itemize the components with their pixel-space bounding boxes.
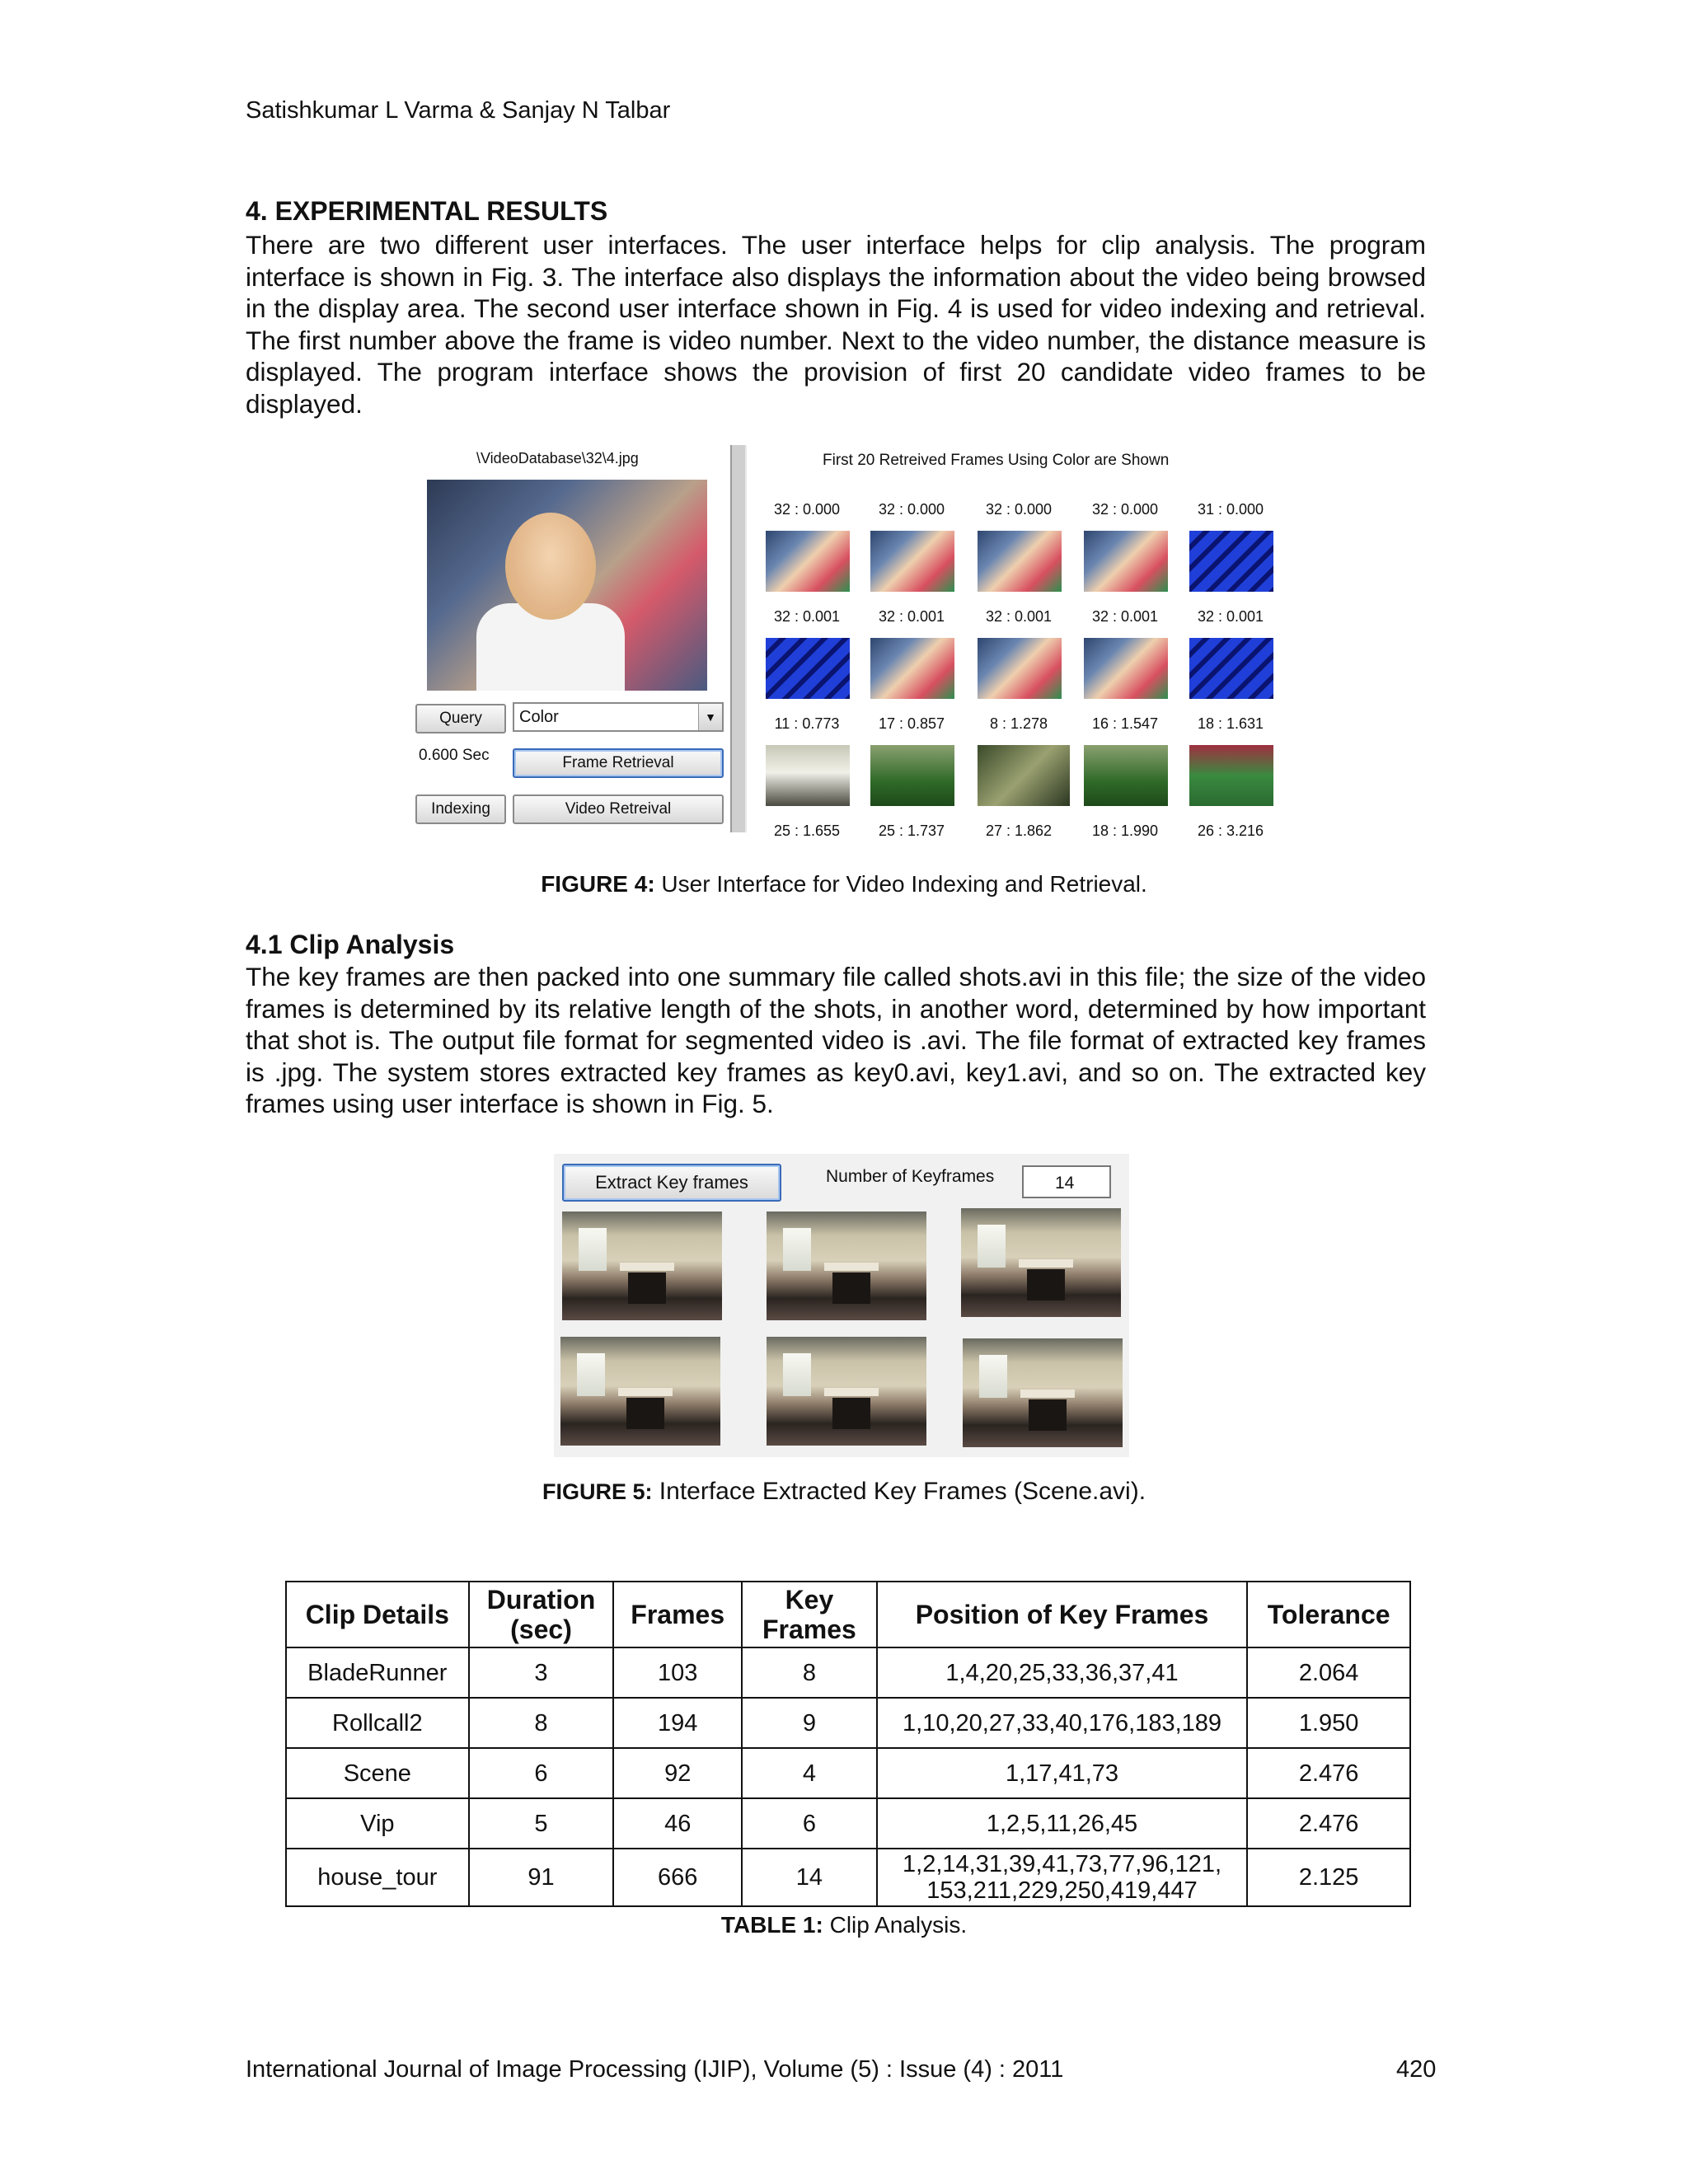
frame-label: 32 : 0.001	[985, 608, 1053, 625]
query-image	[427, 480, 707, 691]
chevron-down-icon[interactable]: ▼	[698, 704, 722, 730]
indexing-button[interactable]: Indexing	[415, 794, 506, 824]
frame-label: 32 : 0.001	[773, 608, 841, 625]
page-number: 420	[1396, 2056, 1437, 2083]
frame-label: 32 : 0.001	[1197, 608, 1264, 625]
caption-label: FIGURE 5:	[542, 1479, 653, 1504]
clip-analysis-table	[285, 1581, 1411, 1907]
key-frame[interactable]	[963, 1338, 1123, 1447]
journal-footer: International Journal of Image Processing (IJIP), Volume (5) : Issue (4) : 2011	[246, 2056, 1064, 2083]
retrieved-frame[interactable]	[766, 531, 850, 592]
retrieved-frame[interactable]	[870, 638, 954, 699]
table-cell: 2.476	[1247, 1798, 1410, 1849]
frame-label: 11 : 0.773	[774, 715, 840, 732]
frame-label: 25 : 1.737	[878, 823, 945, 839]
table-row	[286, 1748, 1410, 1798]
retrieved-frame[interactable]	[978, 638, 1062, 699]
table-cell: 5	[469, 1798, 614, 1849]
frame-retrieval-button[interactable]: Frame Retrieval	[513, 748, 724, 778]
table-cell: 103	[613, 1647, 742, 1698]
frame-label: 32 : 0.000	[1091, 501, 1159, 518]
retrieved-frame[interactable]	[1084, 638, 1168, 699]
table-cell: 2.125	[1247, 1849, 1410, 1906]
caption-label: FIGURE 4:	[541, 871, 655, 897]
table-row	[286, 1798, 1410, 1849]
table-cell: 14	[742, 1849, 877, 1906]
frame-label: 32 : 0.000	[878, 501, 945, 518]
section-title: 4. EXPERIMENTAL RESULTS	[246, 196, 608, 226]
frame-label: 32 : 0.000	[773, 501, 841, 518]
feature-select[interactable]	[513, 702, 724, 732]
table-cell: 2.476	[1247, 1748, 1410, 1798]
table-cell: Vip	[286, 1798, 469, 1849]
frame-label: 17 : 0.857	[878, 715, 945, 732]
table-cell: 4	[742, 1748, 877, 1798]
panel-divider[interactable]	[730, 445, 747, 832]
column-header: Position of Key Frames	[877, 1582, 1248, 1647]
column-header: Clip Details	[286, 1582, 469, 1647]
caption-text: Interface Extracted Key Frames (Scene.avi).	[652, 1478, 1146, 1505]
table-header-row	[286, 1582, 1410, 1647]
figure-5	[554, 1154, 1129, 1457]
table-cell: 8	[742, 1647, 877, 1698]
table-1-caption	[0, 1912, 1688, 1938]
subsection-title: 4.1 Clip Analysis	[246, 930, 455, 959]
retrieved-frame[interactable]	[1084, 745, 1168, 806]
retrieved-frame[interactable]	[766, 745, 850, 806]
table-row	[286, 1698, 1410, 1748]
keyframe-count-label: Number of Keyframes	[826, 1167, 995, 1186]
key-frame[interactable]	[560, 1337, 720, 1446]
body-paragraph: The key frames are then packed into one summary file called shots.avi in this file; the size of the video frames is determined by its relative length of the shots, in another word, determined by how important that shot is. The output file format for segmented video is .avi. The file format of extracted key frames is .jpg. The system stores extracted key frames as key0.avi, key1.avi, and so on. The extracted key frames using user interface is shown in Fig. 5.	[246, 962, 1426, 1118]
table-cell: 91	[469, 1849, 614, 1906]
figure-4-caption	[0, 871, 1688, 898]
column-header: Duration (sec)	[469, 1582, 614, 1647]
query-image-face	[505, 513, 596, 620]
key-frame[interactable]	[961, 1208, 1121, 1317]
key-frame[interactable]	[767, 1212, 926, 1320]
table-cell: Rollcall2	[286, 1698, 469, 1748]
retrieved-frame[interactable]	[978, 531, 1062, 592]
retrieved-frame[interactable]	[870, 745, 954, 806]
table-cell: 8	[469, 1698, 614, 1748]
table-cell: 2.064	[1247, 1647, 1410, 1698]
table-row	[286, 1849, 1410, 1906]
table-cell: house_tour	[286, 1849, 469, 1906]
table-cell: 3	[469, 1647, 614, 1698]
caption-label: TABLE 1:	[720, 1912, 823, 1938]
table-cell: 1,2,14,31,39,41,73,77,96,121, 153,211,229,250,419,447	[877, 1849, 1248, 1906]
table-cell: 1,4,20,25,33,36,37,41	[877, 1647, 1248, 1698]
frame-label: 26 : 3.216	[1197, 823, 1264, 839]
figure-4	[402, 445, 1276, 841]
retrieved-frame[interactable]	[766, 638, 850, 699]
frame-label: 31 : 0.000	[1197, 501, 1264, 518]
table-cell: Scene	[286, 1748, 469, 1798]
retrieved-frame[interactable]	[978, 745, 1070, 806]
frame-label: 16 : 1.547	[1091, 715, 1159, 732]
column-header: Frames	[613, 1582, 742, 1647]
frame-label: 8 : 1.278	[989, 715, 1048, 732]
figure-5-caption	[0, 1478, 1688, 1506]
frame-label: 32 : 0.000	[985, 501, 1053, 518]
frame-label: 32 : 0.001	[878, 608, 945, 625]
keyframe-count-field[interactable]: 14	[1022, 1165, 1111, 1198]
retrieved-frame[interactable]	[870, 531, 954, 592]
retrieved-frame[interactable]	[1189, 531, 1273, 592]
table-cell: 1,17,41,73	[877, 1748, 1248, 1798]
results-heading: First 20 Retreived Frames Using Color are Shown	[823, 452, 1170, 469]
table-cell: 46	[613, 1798, 742, 1849]
image-path-label: \VideoDatabase\32\4.jpg	[476, 450, 639, 466]
table-cell: 92	[613, 1748, 742, 1798]
retrieved-frame[interactable]	[1189, 745, 1273, 806]
frame-label: 27 : 1.862	[985, 823, 1053, 839]
table-cell: 666	[613, 1849, 742, 1906]
table-cell: 9	[742, 1698, 877, 1748]
feature-select-value: Color	[519, 708, 559, 726]
frame-label: 32 : 0.001	[1091, 608, 1159, 625]
body-paragraph: There are two different user interfaces. The user interface helps for clip analysis. The program interface is shown in Fig. 3. The interface also displays the information about the video being browsed in the display area. The second user interface shown in Fig. 4 is used for video indexing and retrieval. The first number above the frame is video number. Next to the video number, the distance measure is displayed. The program interface shows the provision of first 20 candidate video frames to be displayed.	[246, 230, 1426, 419]
running-head: Satishkumar L Varma & Sanjay N Talbar	[246, 97, 671, 124]
table-cell: 6	[742, 1798, 877, 1849]
column-header: Key Frames	[742, 1582, 877, 1647]
key-frame[interactable]	[562, 1212, 722, 1320]
video-retrieval-button[interactable]: Video Retreival	[513, 794, 724, 824]
caption-text: Clip Analysis.	[823, 1912, 968, 1938]
frame-label: 18 : 1.631	[1197, 715, 1264, 732]
frame-label: 18 : 1.990	[1091, 823, 1159, 839]
column-header: Tolerance	[1247, 1582, 1410, 1647]
table-cell: 6	[469, 1748, 614, 1798]
table-cell: 1,2,5,11,26,45	[877, 1798, 1248, 1849]
retrieved-frame[interactable]	[1189, 638, 1273, 699]
table-cell: BladeRunner	[286, 1647, 469, 1698]
key-frame[interactable]	[767, 1337, 926, 1446]
table-cell: 194	[613, 1698, 742, 1748]
caption-text: User Interface for Video Indexing and Retrieval.	[654, 871, 1147, 897]
table-row	[286, 1647, 1410, 1698]
extract-key-frames-button[interactable]: Extract Key frames	[562, 1164, 781, 1202]
elapsed-time: 0.600 Sec	[419, 747, 490, 764]
table-cell: 1,10,20,27,33,40,176,183,189	[877, 1698, 1248, 1748]
frame-label: 25 : 1.655	[773, 823, 841, 839]
retrieved-frame[interactable]	[1084, 531, 1168, 592]
query-button[interactable]: Query	[415, 704, 506, 733]
table-cell: 1.950	[1247, 1698, 1410, 1748]
